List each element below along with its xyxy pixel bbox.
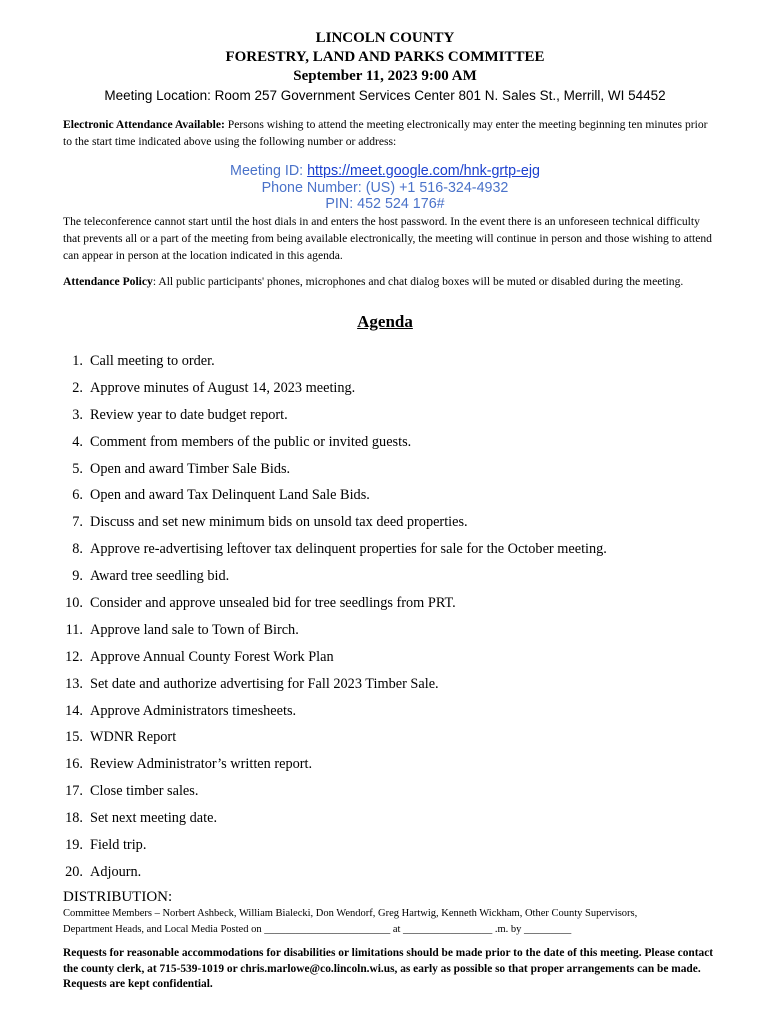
agenda-item-number: 15. [65,729,83,746]
electronic-attendance [63,116,713,150]
agenda-item-text: Approve minutes of August 14, 2023 meeting. [90,379,356,396]
agenda-item-text: WDNR Report [90,729,177,746]
agenda-title: Agenda [357,312,413,331]
meeting-pin: PIN: 452 524 176# [325,196,445,212]
agenda-item [60,513,740,540]
agenda-item [60,433,740,460]
agenda-item-text: Adjourn. [90,863,142,880]
teleconference-notice: The teleconference cannot start until the host dials in and enters the host password. In the event there is an unforeseen technical difficulty that prevents all or a part of the meeting from being available electronically, the meeting will continue in person and those wishing to attend can appear in person at the location indicated in this agenda. [63,215,712,262]
meeting-location: Meeting Location: Room 257 Government Services Center 801 N. Sales St., Merrill, WI 54452 [104,88,666,103]
agenda-item-number: 17. [65,783,83,800]
phone-number: Phone Number: (US) +1 516-324-4932 [261,179,509,196]
agenda-item-number: 2. [72,379,83,396]
agenda-item-text: Comment from members of the public or invited guests. [90,433,412,450]
agenda-item [60,782,740,809]
meeting-link[interactable]: https://meet.google.com/hnk-grtp-ejg [307,163,540,179]
agenda-item-text: Set next meeting date. [90,810,218,827]
distribution-line-2: Department Heads, and Local Media Posted on ________________________ at _________________ .m. by _________ [63,923,572,935]
agenda-item [60,594,740,621]
electronic-attendance-label: Electronic Attendance Available: [63,118,225,131]
agenda-item-text: Review Administrator’s written report. [90,756,313,773]
agenda-item-text: Approve re-advertising leftover tax delinquent properties for sale for the October meeting. [90,541,607,558]
agenda-item [60,621,740,648]
meeting-info [0,163,770,213]
attendance-policy-label: Attendance Policy [63,275,153,288]
agenda-item [60,486,740,513]
attendance-policy-text: : All public participants' phones, microphones and chat dialog boxes will be muted or disabled during the meeting. [152,275,684,288]
accommodation-requests: Requests for reasonable accommodations for disabilities or limitations should be made prior to the date of this meeting. Please contact the county clerk, at 715-539-1019 or chris.marlowe@co.lincoln.wi.us, as early as possible so that proper arrangements can be made. Requests are kept confidential. [63,947,714,990]
agenda-item-number: 4. [72,433,83,450]
agenda-item-text: Approve land sale to Town of Birch. [90,621,299,638]
agenda-list [60,352,740,890]
agenda-item-text: Field trip. [90,837,147,854]
agenda-item [60,460,740,487]
agenda-item-number: 1. [72,353,83,369]
agenda-item [60,567,740,594]
agenda-item-number: 7. [72,514,83,531]
agenda-item-text: Open and award Tax Delinquent Land Sale Bids. [90,487,370,504]
distribution-line-1: Committee Members – Norbert Ashbeck, William Bialecki, Don Wendorf, Greg Hartwig, Kenneth Wickham, Other County Supervisors, [63,908,638,919]
agenda-item [60,702,740,729]
agenda-item-number: 5. [72,460,83,477]
agenda-item-number: 14. [65,702,83,719]
agenda-item-number: 3. [72,406,83,423]
agenda-item-number: 10. [65,595,83,612]
agenda-item-text: Discuss and set new minimum bids on unsold tax deed properties. [90,514,468,531]
agenda-item [60,540,740,567]
agenda-item-text: Close timber sales. [90,783,199,800]
meeting-id-label: Meeting ID: [230,163,308,179]
agenda-item-number: 12. [65,648,83,665]
agenda-item-text: Consider and approve unsealed bid for tree seedlings from PRT. [90,595,456,612]
meeting-id-line [0,163,770,180]
county-title: LINCOLN COUNTY [315,30,455,46]
agenda-item-number: 13. [65,675,83,692]
agenda-item [60,809,740,836]
agenda-item [60,406,740,433]
agenda-item-number: 20. [65,863,83,880]
agenda-item-text: Call meeting to order. [90,353,215,369]
agenda-item-number: 11. [65,621,83,638]
meeting-datetime: September 11, 2023 9:00 AM [293,68,477,84]
agenda-item [60,648,740,675]
agenda-item-number: 9. [72,568,83,585]
distribution-section [63,889,743,937]
agenda-item-number: 6. [72,487,83,504]
attendance-policy [63,273,713,290]
agenda-item-number: 18. [65,810,83,827]
distribution-heading: DISTRIBUTION: [63,889,173,905]
agenda-item [60,755,740,782]
agenda-item [60,379,740,406]
agenda-item-text: Approve Administrators timesheets. [90,702,297,719]
agenda-item [60,863,740,890]
agenda-item-text: Set date and authorize advertising for Fall 2023 Timber Sale. [90,675,439,692]
agenda-item [60,728,740,755]
agenda-item-number: 8. [72,541,83,558]
agenda-item [60,675,740,702]
electronic-attendance-text: Persons wishing to attend the meeting electronically may enter the meeting beginning ten minutes prior to the start time indicated above using the following number or address: [63,118,708,148]
committee-title: FORESTRY, LAND AND PARKS COMMITTEE [225,49,545,65]
agenda-item-number: 19. [65,837,83,854]
agenda-item-number: 16. [65,756,83,773]
agenda-item-text: Review year to date budget report. [90,406,288,423]
document-header [0,29,770,105]
agenda-item-text: Award tree seedling bid. [90,568,230,585]
agenda-item-text: Approve Annual County Forest Work Plan [90,648,334,665]
agenda-item-text: Open and award Timber Sale Bids. [90,460,291,477]
agenda-item [60,836,740,863]
agenda-item [60,352,740,379]
